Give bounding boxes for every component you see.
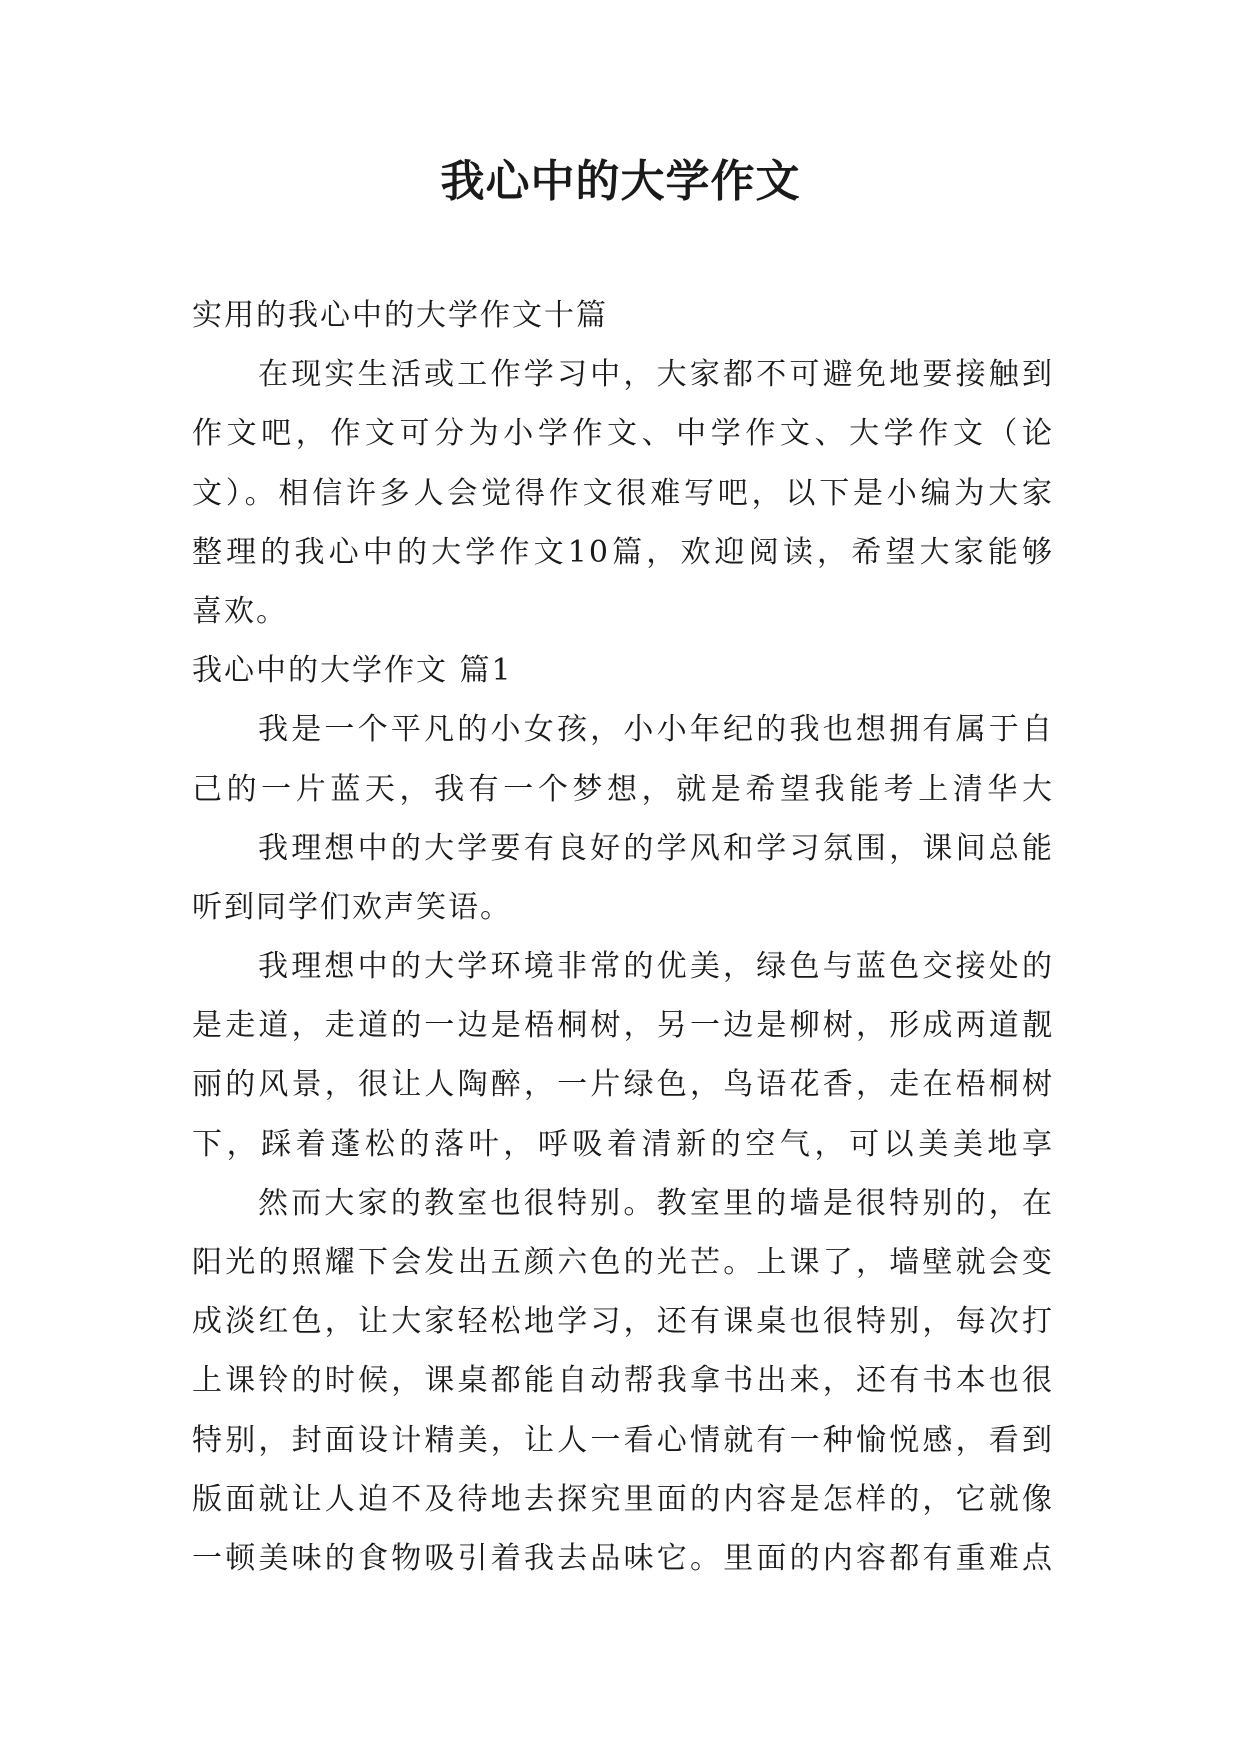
text-line: 特别，封面设计精美，让人一看心情就有一种愉悦感，看到 [192, 1422, 1054, 1458]
document-body [192, 286, 1054, 1588]
text-line: 听到同学们欢声笑语。 [192, 889, 512, 925]
text-line: 版面就让人迫不及待地去探究里面的内容是怎样的，它就像 [192, 1481, 1054, 1517]
text-line: 是走道，走道的一边是梧桐树，另一边是柳树，形成两道靓 [192, 1008, 1054, 1044]
text-line: 成淡红色，让大家轻松地学习，还有课桌也很特别，每次打 [192, 1304, 1054, 1340]
text-line: 我理想中的大学要有良好的学风和学习氛围，课间总能 [258, 830, 1054, 866]
text-line: 文）。相信许多人会觉得作文很难写吧，以下是小编为大家 [192, 475, 1054, 511]
text-line: 我是一个平凡的小女孩，小小年纪的我也想拥有属于自 [258, 712, 1054, 748]
text-line: 喜欢。 [192, 593, 288, 629]
text-line: 然而大家的教室也很特别。教室里的墙是很特别的，在 [258, 1185, 1054, 1221]
text-line: 己的一片蓝天，我有一个梦想，就是希望我能考上清华大 [192, 771, 1054, 807]
text-line: 我心中的大学作文 篇1 [192, 653, 513, 689]
text-line: 作文吧，作文可分为小学作文、中学作文、大学作文（论 [192, 416, 1054, 452]
text-line: 丽的风景，很让人陶醉，一片绿色，鸟语花香，走在梧桐树 [192, 1067, 1054, 1103]
text-line: 阳光的照耀下会发出五颜六色的光芒。上课了，墙壁就会变 [192, 1245, 1054, 1280]
text-line: 上课铃的时候，课桌都能自动帮我拿书出来，还有书本也很 [192, 1363, 1054, 1399]
text-line: 在现实生活或工作学习中，大家都不可避免地要接触到 [258, 357, 1054, 393]
text-line: 下，踩着蓬松的落叶，呼吸着清新的空气，可以美美地享 [192, 1126, 1054, 1162]
text-line: 一顿美味的食物吸引着我去品味它。里面的内容都有重难点 [192, 1540, 1054, 1576]
text-line: 我理想中的大学环境非常的优美，绿色与蓝色交接处的 [258, 949, 1054, 985]
text-line: 实用的我心中的大学作文十篇 [192, 298, 608, 333]
text-line: 整理的我心中的大学作文10篇，欢迎阅读，希望大家能够 [192, 534, 1054, 570]
document-title: 我心中的大学作文 [440, 156, 801, 207]
